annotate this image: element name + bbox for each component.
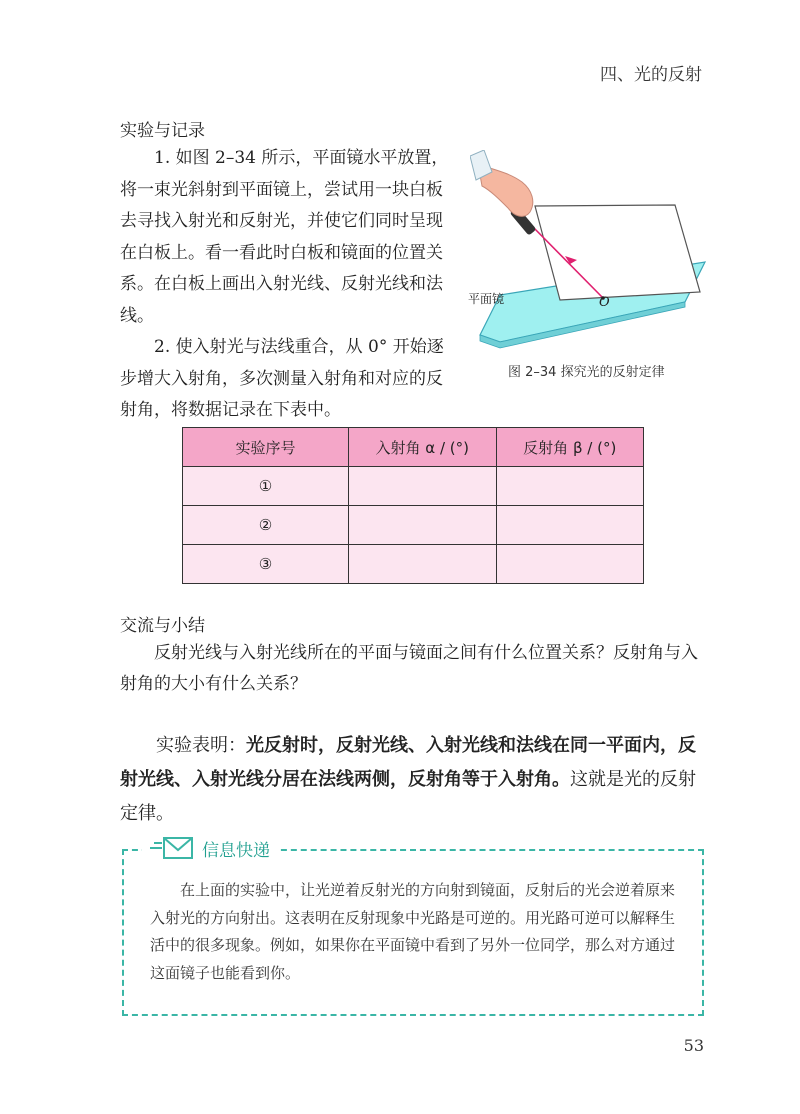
experiment-steps <box>120 143 455 427</box>
figure-illustration <box>470 150 715 355</box>
conclusion-prefix: 实验表明： <box>156 735 246 756</box>
white-board <box>535 205 700 300</box>
cell-incident <box>349 506 496 545</box>
conclusion-law: 光反射时，反射光线、入射光线和法线在同一平面内，反射光线、入射光线分居在法线两侧，反射角等于入射角。 <box>120 735 696 790</box>
table-row <box>183 506 644 545</box>
table-header-row <box>183 428 644 467</box>
point-o-label: O <box>599 295 610 310</box>
mirror-label: 平面镜 <box>468 292 505 306</box>
conclusion-suffix: 这就是光的反射定律。 <box>120 769 696 824</box>
experiment-step-2: 2. 使入射光与法线重合，从 0° 开始逐步增大入射角，多次测量入射角和对应的反射角，将数据记录在下表中。 <box>120 337 444 420</box>
header-incident-angle: 入射角 α / (°) <box>349 428 496 467</box>
section-title-experiment: 实验与记录 <box>120 121 205 141</box>
cell-reflection <box>496 545 644 584</box>
cell-incident <box>349 467 496 506</box>
table-row <box>183 467 644 506</box>
envelope-icon <box>150 834 196 862</box>
cell-reflection <box>496 506 644 545</box>
header-reflection-angle: 反射角 β / (°) <box>496 428 644 467</box>
conclusion-paragraph <box>120 729 710 831</box>
running-header: 四、光的反射 <box>600 65 702 85</box>
experiment-step-1: 1. 如图 2–34 所示，平面镜水平放置，将一束光斜射到平面镜上，尝试用一块白板去寻找入射光和反射光，并使它们同时呈现在白板上。看一看此时白板和镜面的位置关系。在白板上画出入射光线、反射光线和法线。 <box>120 148 449 326</box>
figure-caption: 图 2–34 探究光的反射定律 <box>508 365 665 380</box>
cell-trial: ① <box>183 467 349 506</box>
data-table <box>182 427 644 584</box>
section-title-discussion: 交流与小结 <box>120 616 205 636</box>
figure-reflection-experiment <box>470 150 715 355</box>
cell-trial: ② <box>183 506 349 545</box>
cell-incident <box>349 545 496 584</box>
discussion-text: 反射光线与入射光线所在的平面与镜面之间有什么位置关系？反射角与入射角的大小有什么关系？ <box>120 643 698 694</box>
cell-reflection <box>496 467 644 506</box>
page-number: 53 <box>683 1036 704 1055</box>
header-trial-number: 实验序号 <box>183 428 349 467</box>
cell-trial: ③ <box>183 545 349 584</box>
info-text: 在上面的实验中，让光逆着反射光的方向射到镜面，反射后的光会逆着原来入射光的方向射出。这表明在反射现象中光路是可逆的。用光路可逆可以解释生活中的很多现象。例如，如果你在平面镜中看到了另外一位同学，那么对方通过这面镜子也能看到你。 <box>150 881 676 982</box>
table-row <box>183 545 644 584</box>
info-box-title <box>142 834 278 862</box>
info-title-text: 信息快递 <box>202 840 270 861</box>
